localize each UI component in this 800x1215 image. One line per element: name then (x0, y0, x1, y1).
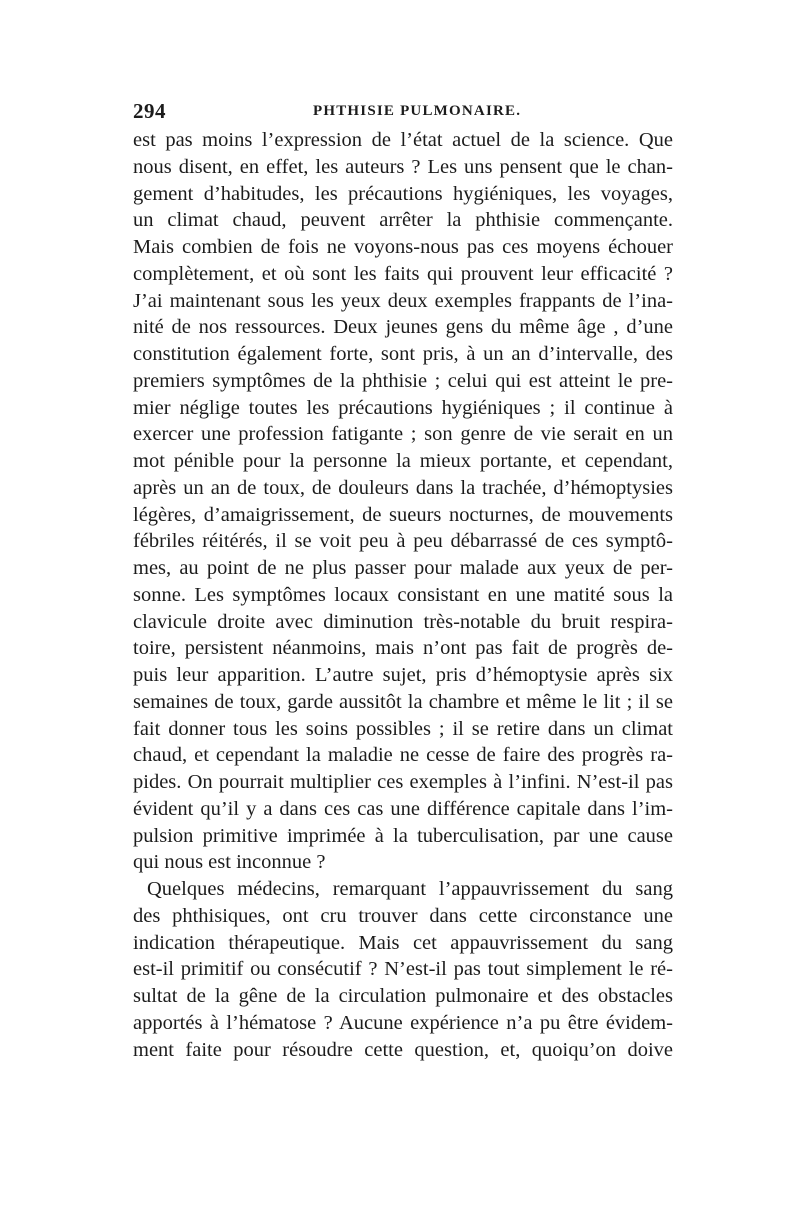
text-line: exercer une profession fatigante ; son genre de vie serait en un (133, 423, 673, 446)
text-line: après un an de toux, de douleurs dans la trachée, d’hémoptysies (133, 476, 673, 499)
text-line: apportés à l’hématose ? Aucune expérience n’a pu être évidem- (133, 1011, 673, 1034)
text-line: mier néglige toutes les précautions hygiéniques ; il continue à (133, 396, 673, 419)
text-line: Mais combien de fois ne voyons-nous pas ces moyens échouer (133, 236, 673, 258)
running-title: PHTHISIE PULMONAIRE. (313, 103, 522, 119)
text-line: J’ai maintenant sous les yeux deux exemples frappants de l’ina- (133, 289, 673, 312)
text-line: Quelques médecins, remarquant l’appauvrissement du sang (147, 878, 673, 900)
text-line: sonne. Les symptômes locaux consistant en une matité sous la (133, 583, 673, 606)
page-number: 294 (133, 99, 166, 123)
text-line: qui nous est inconnue ? (133, 851, 326, 874)
text-line: mes, au point de ne plus passer pour malade aux yeux de per- (133, 557, 673, 579)
text-line: est pas moins l’expression de l’état actuel de la science. Que (133, 129, 673, 151)
text-line: pulsion primitive imprimée à la tuberculisation, par une cause (133, 824, 673, 847)
text-line: clavicule droite avec diminution très-notable du bruit respira- (133, 610, 673, 633)
text-line: nous disent, en effet, les auteurs ? Les uns pensent que le chan- (133, 155, 673, 178)
text-line: sultat de la gêne de la circulation pulmonaire et des obstacles (133, 985, 673, 1007)
text-line: chaud, et cependant la maladie ne cesse de faire des progrès ra- (133, 744, 673, 767)
text-line: premiers symptômes de la phthisie ; celui qui est atteint le pre- (133, 369, 673, 392)
body-text (133, 127, 673, 1063)
text-line: évident qu’il y a dans ces cas une différence capitale dans l’im- (133, 797, 673, 820)
text-line: fébriles réitérés, il se voit peu à peu débarrassé de ces symptô- (133, 530, 673, 553)
text-line: ment faite pour résoudre cette question, et, quoiqu’on doive (133, 1038, 673, 1061)
text-line: complètement, et où sont les faits qui prouvent leur efficacité ? (133, 262, 673, 285)
text-line: est-il primitif ou consécutif ? N’est-il pas tout simplement le ré- (133, 958, 673, 981)
text-line: constitution également forte, sont pris, à un an d’intervalle, des (133, 343, 673, 365)
text-line: semaines de toux, garde aussitôt la chambre et même le lit ; il se (133, 690, 673, 713)
text-line: pides. On pourrait multiplier ces exemples à l’infini. N’est-il pas (133, 771, 673, 793)
text-line: mot pénible pour la personne la mieux portante, et cependant, (133, 450, 673, 472)
text-line: fait donner tous les soins possibles ; il se retire dans un climat (133, 717, 673, 740)
text-line: indication thérapeutique. Mais cet appauvrissement du sang (133, 931, 673, 954)
text-line: gement d’habitudes, les précautions hygiéniques, les voyages, (133, 182, 673, 205)
text-line: légères, d’amaigrissement, de sueurs nocturnes, de mouvements (133, 503, 673, 526)
text-line: un climat chaud, peuvent arrêter la phthisie commençante. (133, 209, 673, 232)
text-line: toire, persistent néanmoins, mais n’ont pas fait de progrès de- (133, 637, 673, 660)
text-line: des phthisiques, ont cru trouver dans cette circonstance une (133, 904, 673, 927)
text-line: puis leur apparition. L’autre sujet, pris d’hémoptysie après six (133, 664, 673, 686)
text-line: nité de nos ressources. Deux jeunes gens du même âge , d’une (133, 316, 673, 339)
running-head (133, 99, 673, 123)
